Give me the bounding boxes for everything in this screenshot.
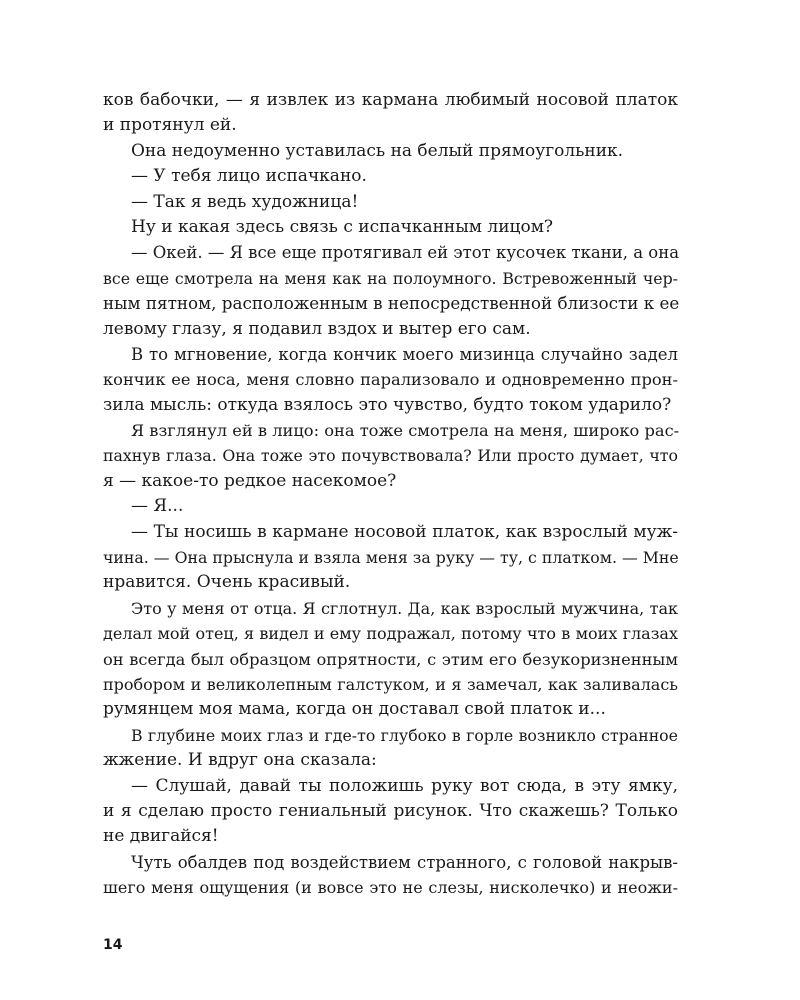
text-line: — Окей. — Я все еще протягивал ей этот кусочек ткани, а она bbox=[131, 243, 680, 263]
text-line: он всегда был образцом опрятности, с этим его безукоризненным bbox=[103, 649, 678, 669]
text-line: — Я... bbox=[131, 496, 184, 517]
text-line: кончик ее носа, меня словно парализовало и одновременно прон- bbox=[103, 370, 678, 390]
page-number: 14 bbox=[103, 937, 123, 953]
text-line: зила мысль: откуда взялось это чувство, будто током ударило? bbox=[103, 394, 672, 415]
text-line: я — какое-то редкое насекомое? bbox=[103, 470, 397, 491]
text-line: левому глазу, я подавил вздох и вытер его сам. bbox=[103, 318, 531, 339]
text-line: Я взглянул ей в лицо: она тоже смотрела на меня, широко рас- bbox=[131, 421, 680, 441]
text-line: — У тебя лицо испачкано. bbox=[131, 166, 367, 187]
text-line: и я сделаю просто гениальный рисунок. Что скажешь? Только bbox=[103, 800, 678, 821]
text-line: — Ты носишь в кармане носовой платок, как взрослый муж- bbox=[131, 521, 678, 542]
text-line: жжение. И вдруг она сказала: bbox=[103, 750, 377, 771]
text-line: Чуть обалдев под воздействием странного, с головой накрыв- bbox=[131, 852, 678, 872]
text-line: ным пятном, расположенным в непосредственной близости к ее bbox=[103, 293, 680, 314]
text-line: В глубине моих глаз и где-то глубоко в горле возникло странное bbox=[131, 725, 678, 745]
text-line: и протянул ей. bbox=[103, 115, 237, 136]
text-line: — Так я ведь художница! bbox=[131, 191, 359, 212]
text-line: делал мой отец, я видел и ему подражал, потому что в моих глазах bbox=[103, 624, 678, 644]
text-line: румянцем моя мама, когда он доставал свой платок и... bbox=[103, 699, 606, 720]
text-line: Это у меня от отца. Я сглотнул. Да, как взрослый мужчина, так bbox=[131, 598, 678, 618]
text-line: — Слушай, давай ты положишь руку вот сюда, в эту ямку, bbox=[131, 775, 678, 796]
text-line: не двигайся! bbox=[103, 826, 219, 847]
text-line: пробором и великолепным галстуком, и я замечал, как заливалась bbox=[103, 674, 678, 694]
text-line: Она недоуменно уставилась на белый прямоугольник. bbox=[131, 140, 624, 161]
text-line: В то мгновение, когда кончик моего мизинца случайно задел bbox=[131, 344, 678, 364]
text-line: чина. — Она прыснула и взяла меня за руку — ту, с платком. — Мне bbox=[103, 548, 679, 568]
text-line: все еще смотрела на меня как на полоумного. Встревоженный чер- bbox=[103, 268, 678, 288]
text-line: нравится. Очень красивый. bbox=[103, 572, 351, 593]
text-line: ков бабочки, — я извлек из кармана любимый носовой платок bbox=[103, 90, 678, 110]
text-line: пахнув глаза. Она тоже это почувствовала? Или просто думает, что bbox=[103, 446, 678, 466]
text-line: Ну и какая здесь связь с испачканным лицом? bbox=[131, 216, 554, 237]
text-line: шего меня ощущения (и вовсе это не слезы, нисколечко) и неожи- bbox=[103, 878, 678, 898]
body-text bbox=[103, 88, 678, 901]
